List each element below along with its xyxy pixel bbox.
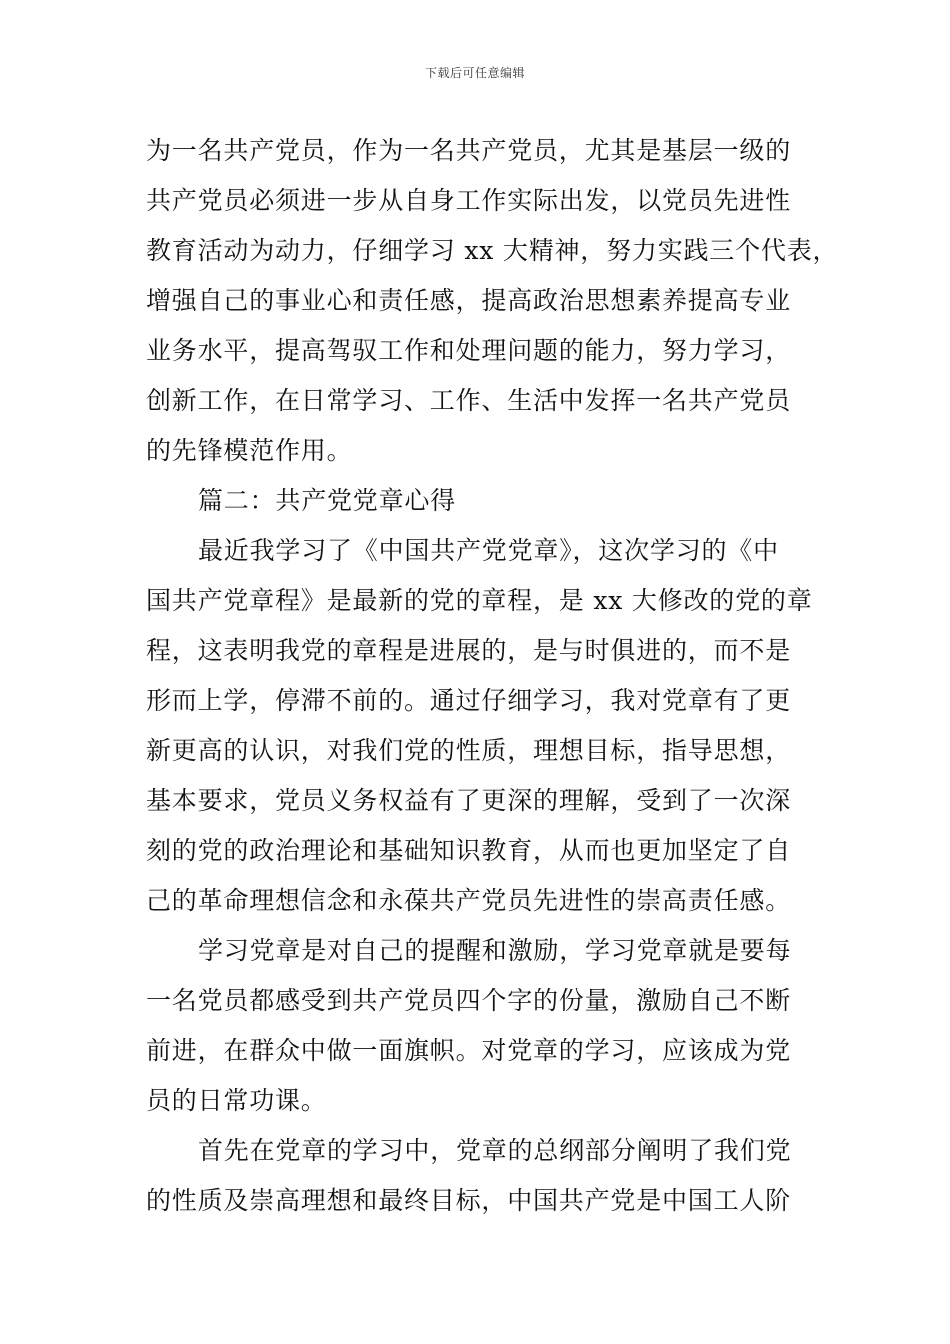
text-line: 为一名共产党员，作为一名共产党员，尤其是基层一级的: [146, 136, 792, 165]
text-line: 最近我学习了《中国共产党党章》，这次学习的《中: [198, 536, 779, 565]
text-line: 首先在党章的学习中，党章的总纲部分阐明了我们党: [198, 1136, 792, 1165]
page-header: 下载后可任意编辑: [424, 66, 525, 80]
text-line: 国共产党章程》是最新的党的章程，是 xx 大修改的党的章: [146, 586, 813, 615]
text-line: 形而上学，停滞不前的。通过仔细学习，我对党章有了更: [146, 686, 792, 715]
text-line: 的性质及崇高理想和最终目标，中国共产党是中国工人阶: [146, 1186, 792, 1215]
document-body: [146, 126, 839, 1226]
text-line: 员的日常功课。: [146, 1086, 327, 1115]
text-line: 刻的党的政治理论和基础知识教育，从而也更加坚定了自: [146, 836, 792, 865]
text-line: 程，这表明我党的章程是进展的，是与时俱进的，而不是: [146, 636, 792, 665]
text-line: 一名党员都感受到共产党员四个字的份量，激励自己不断: [146, 986, 792, 1015]
text-line: 业务水平，提高驾驭工作和处理问题的能力，努力学习，: [146, 336, 792, 365]
text-line: 基本要求，党员义务权益有了更深的理解，受到了一次深: [146, 786, 792, 815]
text-line: 篇二：共产党党章心得: [198, 486, 457, 515]
text-line: 的先锋模范作用。: [146, 436, 353, 465]
text-line: 新更高的认识，对我们党的性质，理想目标，指导思想，: [146, 736, 792, 765]
text-line: 己的革命理想信念和永葆共产党员先进性的崇高责任感。: [146, 886, 792, 915]
text-line: 前进，在群众中做一面旗帜。对党章的学习，应该成为党: [146, 1036, 792, 1065]
text-line: 学习党章是对自己的提醒和激励，学习党章就是要每: [198, 936, 792, 965]
text-line: 创新工作，在日常学习、工作、生活中发挥一名共产党员: [146, 386, 792, 415]
text-line: 共产党员必须进一步从自身工作实际出发，以党员先进性: [146, 186, 792, 215]
text-line: 增强自己的事业心和责任感，提高政治思想素养提高专业: [146, 286, 792, 315]
text-line: 教育活动为动力，仔细学习 xx 大精神，努力实践三个代表，: [146, 236, 839, 265]
